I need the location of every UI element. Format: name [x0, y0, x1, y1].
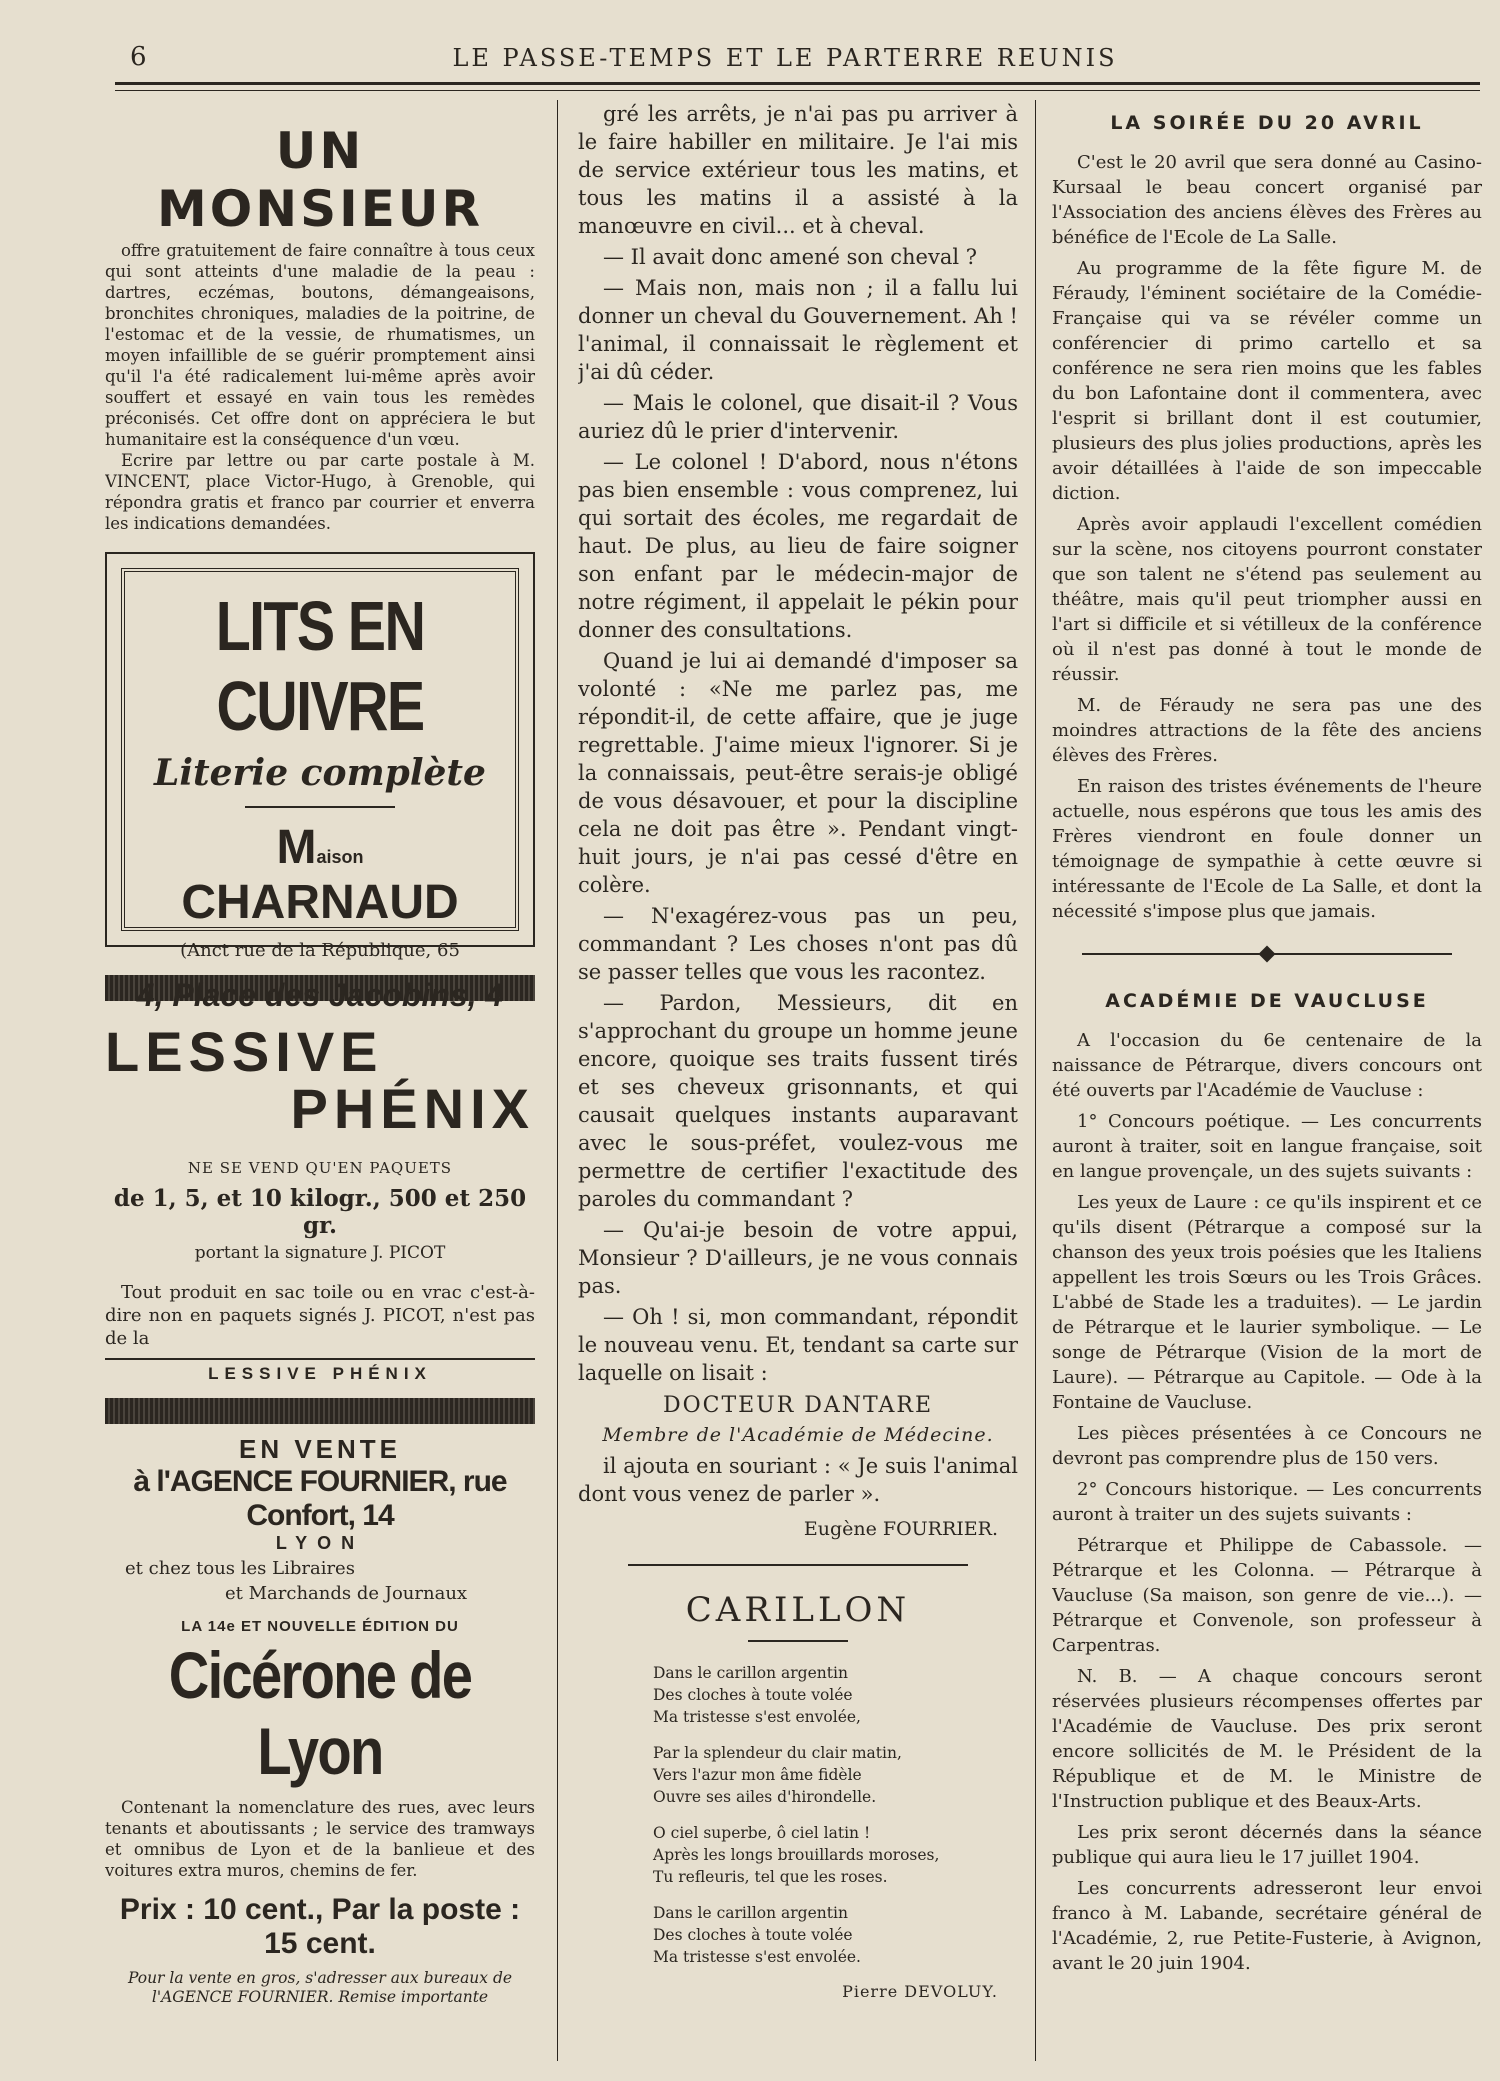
- lits-ad: [105, 552, 535, 1013]
- maison-brand: CHARNAUD: [181, 876, 459, 929]
- advertisement-column: [105, 100, 535, 2061]
- paragraph: Les concurrents adresseront leur envoi franco à M. Labande, secrétaire général de l'Académie, 2, rue Petite-Fusterie, à Avignon, avant le 20 juin 1904.: [1052, 1878, 1482, 1974]
- paragraph: C'est le 20 avril que sera donné au Casino-Kursaal le beau concert organisé par l'Association des anciens élèves des Frères au bénéfice de l'Ecole de La Salle.: [1052, 152, 1482, 248]
- paragraph: 1° Concours poétique. — Les concurrents auront à traiter, soit en langue française, soit en langue provençale, un des sujets suivants :: [1052, 1111, 1482, 1182]
- maison-name: [135, 820, 505, 930]
- lessive-title: LESSIVE: [105, 1020, 384, 1083]
- lits-title: LITS EN CUIVRE: [215, 587, 425, 745]
- paragraph: Après avoir applaudi l'excellent comédien sur la scène, nos citoyens pourront constater que son talent ne s'étend pas seulement au théâtre, mais qu'il peut triompher aussi en l'art si difficile et si vétilleux de la conférence où il n'est pas donné à tout le monde de réussir.: [1052, 514, 1482, 685]
- poem-line: Des cloches à toute volée: [653, 1926, 853, 1944]
- poem-stanza: [653, 1902, 1018, 1968]
- tout-produit-text: Tout produit en sac toile ou en vrac c'est-à-dire non en paquets signés J. PICOT, n'est pas de la: [105, 1282, 535, 1349]
- ancienne-adresse: (Anct rue de la République, 65: [180, 940, 460, 961]
- paragraph: N. B. — A chaque concours seront réservées plusieurs récompenses offertes par l'Académie de Vaucluse. Des prix seront encore sollicités de M. le Président de la République et de M. le Ministre de l'Instruction publique et des Beaux-Arts.: [1052, 1666, 1482, 1812]
- place-address: 4, Place des Jacobins, 4: [136, 977, 504, 1013]
- paragraph: — Il avait donc amené son cheval ?: [603, 245, 978, 269]
- paragraph: gré les arrêts, je n'ai pas pu arriver à le faire habiller en militaire. Je l'ai mis de service extérieur tous les matins, et tous les matins il a assisté à la manœuvre en civil... et à cheval.: [578, 102, 1018, 238]
- story-body: [578, 100, 1018, 1387]
- monsieur-title: UN MONSIEUR: [157, 122, 483, 238]
- paragraph: — Oh ! si, mon commandant, répondit le nouveau venu. Et, tendant sa carte sur laquelle on lisait :: [578, 1305, 1018, 1385]
- academie-title: ACADÉMIE DE VAUCLUSE: [1105, 990, 1429, 1012]
- en-vente: EN VENTE: [238, 1434, 402, 1464]
- kilos-text: de 1, 5, et 10 kilogr., 500 et 250 gr.: [113, 1185, 527, 1239]
- paragraph: Les pièces présentées à ce Concours ne devront pas comprendre plus de 150 vers.: [1052, 1423, 1482, 1469]
- poem-line: Par la splendeur du clair matin,: [653, 1744, 902, 1762]
- prix-text: Prix : 10 cent., Par la poste : 15 cent.: [119, 1893, 521, 1960]
- poem-stanza: [653, 1662, 1018, 1728]
- column-divider: [1035, 100, 1036, 2061]
- running-title: LE PASSE-TEMPS ET LE PARTERRE REUNIS: [452, 44, 1118, 72]
- paragraph: — N'exagérez-vous pas un peu, commandant ? Les choses n'ont pas dû se passer telles que vous les racontez.: [578, 904, 1018, 984]
- docteur-card: DOCTEUR DANTARE: [662, 1393, 934, 1418]
- ornament-divider: [578, 1560, 1018, 1570]
- paragraph: M. de Féraudy ne sera pas une des moindres attractions de la fête des anciens élèves des Frères.: [1052, 695, 1482, 766]
- header-rule: [115, 82, 1480, 85]
- page-number: 6: [130, 42, 147, 72]
- story-author: Eugène FOURRIER.: [803, 1518, 998, 1540]
- poem-line: Ma tristesse s'est envolée.: [653, 1948, 861, 1966]
- membre-text: Membre de l'Académie de Médecine.: [602, 1424, 994, 1446]
- poem-line: O ciel superbe, ô ciel latin !: [653, 1824, 871, 1842]
- column-divider: [557, 100, 558, 2061]
- paragraph: Au programme de la fête figure M. de Féraudy, l'éminent sociétaire de la Comédie-Française qui va se révéler comme un conférencier di primo cartello et sa conférence ne sera rien moins que les fables du bon Lafontaine dont il commentera, avec l'esprit si brillant dont il est coutumier, plusieurs des plus jolies productions, après les avoir détaillées à l'aide de son impeccable diction.: [1052, 258, 1482, 504]
- poem-line: Ouvre ses ailes d'hirondelle.: [653, 1788, 877, 1806]
- monsieur-text: offre gratuitement de faire connaître à tous ceux qui sont atteints d'une maladie de la peau : dartres, eczémas, boutons, démangeaisons, bronchites chroniques, maladies de la poitrine, de l'estomac et de la vessie, de rhumatismes, un moyen infaillible de se guérir promptement ainsi qu'il l'a été radicalement lui-même après avoir souffert et essayé en vain tous les remèdes préconisés. Cet offre dont on appréciera le but humanitaire est la conséquence d'un vœu.: [105, 241, 535, 449]
- edition-text: LA 14e ET NOUVELLE ÉDITION DU: [181, 1618, 459, 1635]
- poet-name: Pierre DEVOLUY.: [842, 1982, 998, 2001]
- lessive-small: LESSIVE PHÉNIX: [105, 1358, 535, 1384]
- page-header: [110, 38, 1460, 78]
- monsieur-contact: Ecrire par lettre ou par carte postale à M. VINCENT, place Victor-Hugo, à Grenoble, qui répondra gratis et franco par courrier et enverra les indications demandées.: [105, 451, 535, 533]
- decorative-bar: [105, 1398, 535, 1424]
- divider: [748, 1640, 848, 1642]
- news-column: [1052, 100, 1482, 2061]
- paragraph: 2° Concours historique. — Les concurrents auront à traiter un des sujets suivants :: [1052, 1479, 1482, 1525]
- paragraph: — Mais le colonel, que disait-il ? Vous auriez dû le prier d'intervenir.: [578, 391, 1018, 443]
- poem-stanza: [653, 1742, 1018, 1808]
- header-rule-thin: [115, 90, 1480, 91]
- paragraph: Quand je lui ai demandé d'imposer sa volonté : «Ne me parlez pas, me répondit-il, de cette affaire, que je juge regrettable. J'aime mieux l'ignorer. Si je la connaissais, peut-être serais-je obligé de vous désavouer, et pour la discipline cela ne doit pas être ». Pendant vingt-huit jours, je n'ai pas cessé d'être en colère.: [578, 649, 1018, 897]
- soiree-body: [1052, 150, 1482, 924]
- paragraph: Les yeux de Laure : ce qu'ils inspirent et ce qu'ils disent (Pétrarque a composé sur la chanson des yeux trois poésies que les Italiens appellent les trois Sœurs ou les Trois Grâces. L'abbé de Stade les a traduites). — Le jardin de Pétrarque et le laurier symbolique. — Le songe de Pétrarque (Vision de la mort de Laure). — Pétrarque au Capitole. — Ode à la Fontaine de Vaucluse.: [1052, 1192, 1482, 1413]
- poem-line: Des cloches à toute volée: [653, 1686, 853, 1704]
- poem-line: Dans le carillon argentin: [653, 1904, 848, 1922]
- poem-stanza: [653, 1822, 1018, 1888]
- paquets-text: NE SE VEND QU'EN PAQUETS: [187, 1159, 453, 1177]
- paragraph: — Le colonel ! D'abord, nous n'étons pas bien ensemble : vous comprenez, lui qui sortait des écoles, me regardait de haut. De plus, au lieu de faire soigner son enfant par le médecin-major de notre régiment, il appelait le pékin pour donner des consultations.: [578, 450, 1018, 642]
- poem-line: Ma tristesse s'est envolée,: [653, 1708, 861, 1726]
- divider: [245, 806, 395, 808]
- cicerone-title: Cicérone de Lyon: [168, 1638, 472, 1788]
- maison-small: aison: [316, 847, 364, 867]
- poem: [578, 1662, 1018, 1968]
- poem-line: Vers l'azur mon âme fidèle: [653, 1766, 862, 1784]
- maison-prefix: M: [276, 821, 317, 874]
- vente-gros-text: Pour la vente en gros, s'adresser aux bureaux de l'AGENCE FOURNIER. Remise importante: [127, 1969, 513, 2006]
- story-column: [578, 100, 1018, 2061]
- paragraph: — Pardon, Messieurs, dit en s'approchant du groupe un homme jeune encore, quoique ses traits fussent tirés et ses cheveux grisonnants, et qui causait quelques instants auparavant avec le sous-préfet, voulez-vous me permettre de certifier l'exactitude des paroles du commandant ?: [578, 991, 1018, 1211]
- lits-ad-inner: [121, 568, 519, 1013]
- paragraph: En raison des tristes événements de l'heure actuelle, nous espérons que tous les amis des Frères viendront en foule donner un témoignage de sympathie à cette œuvre si intéressante de l'Ecole de La Salle, et dont la nécessité s'impose plus que jamais.: [1052, 776, 1482, 922]
- soiree-title: LA SOIRÉE DU 20 AVRIL: [1110, 112, 1424, 134]
- phenix-title: PHÉNIX: [290, 1077, 535, 1140]
- agence-fournier: à l'AGENCE FOURNIER, rue Confort, 14: [133, 1465, 507, 1532]
- paragraph: A l'occasion du 6e centenaire de la naissance de Pétrarque, divers concours ont été ouverts par l'Académie de Vaucluse :: [1052, 1030, 1482, 1101]
- signature-text: portant la signature J. PICOT: [194, 1243, 446, 1263]
- paragraph: Pétrarque et Philippe de Cabassole. — Pétrarque et les Colonna. — Pétrarque à Vaucluse (Sa maison, son genre de vie...). — Pétrarque et Convenole, son professeur à Carpentras.: [1052, 1535, 1482, 1656]
- closing-text: il ajouta en souriant : « Je suis l'animal dont vous venez de parler ».: [578, 1454, 1018, 1506]
- ornament-divider: [1052, 942, 1482, 966]
- carillon-title: CARILLON: [685, 1590, 911, 1630]
- poem-line: Tu refleuris, tel que les roses.: [653, 1868, 888, 1886]
- contenant-text: Contenant la nomenclature des rues, avec leurs tenants et aboutissants ; le service des tramways et omnibus de Lyon et de la banlieue et des voitures extra muros, chemins de fer.: [105, 1798, 535, 1880]
- libraires-text: et chez tous les Libraires: [125, 1558, 355, 1579]
- poem-line: Dans le carillon argentin: [653, 1664, 848, 1682]
- marchands-text: et Marchands de Journaux: [225, 1583, 468, 1604]
- lyon-text: LYON: [275, 1533, 365, 1553]
- literie-text: Literie complète: [154, 752, 486, 794]
- paragraph: — Qu'ai-je besoin de votre appui, Monsieur ? D'ailleurs, je ne vous connais pas.: [578, 1218, 1018, 1298]
- paragraph: Les prix seront décernés dans la séance publique qui aura lieu le 17 juillet 1904.: [1052, 1822, 1482, 1868]
- paragraph: — Mais non, mais non ; il a fallu lui donner un cheval du Gouvernement. Ah ! l'animal, il connaissait le règlement et j'ai dû céder.: [578, 276, 1018, 384]
- poem-line: Après les longs brouillards moroses,: [653, 1846, 940, 1864]
- academie-body: [1052, 1028, 1482, 1976]
